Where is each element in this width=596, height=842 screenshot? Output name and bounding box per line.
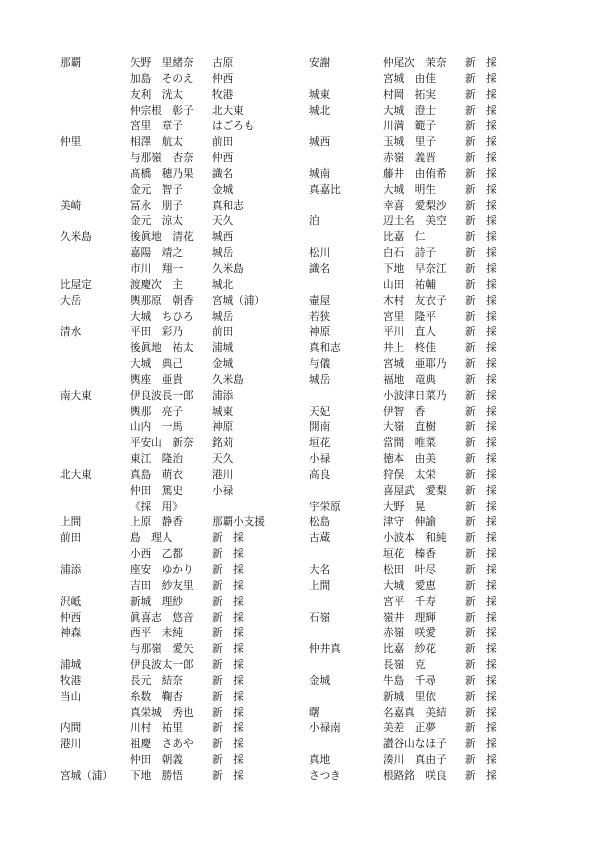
person-name: 大城 澄士	[383, 104, 436, 117]
previous-school: 新 採	[465, 326, 497, 339]
person-name: 島 理人	[130, 532, 173, 545]
previous-school: 新 採	[465, 754, 497, 767]
previous-school: 新 採	[465, 690, 497, 703]
person-name: 市川 翔一	[130, 262, 183, 275]
person-name: 伊良波太一郎	[130, 659, 194, 672]
person-name: 大嶺 直樹	[383, 421, 436, 434]
person-name: 牛島 千尋	[383, 674, 436, 687]
person-name: 加島 そのえ	[130, 72, 194, 85]
school-name: 浦添	[60, 564, 82, 576]
previous-school: 新 採	[465, 231, 497, 244]
person-name: 新城 理紗	[130, 595, 183, 608]
school-name: 北大東	[60, 468, 92, 481]
school-name: 那覇	[60, 57, 82, 69]
school-name: 与儀	[309, 358, 331, 371]
person-name: 祖慶 さあや	[130, 738, 194, 751]
person-name: 山内 一馬	[130, 421, 183, 434]
school-name: 古蔵	[309, 532, 331, 545]
previous-school: 銘苅	[212, 437, 234, 450]
school-name: 仲里	[60, 136, 82, 149]
previous-school: 新 採	[212, 738, 244, 751]
previous-school: 新 採	[465, 199, 497, 212]
person-name: 讃谷山なほ子	[383, 738, 447, 751]
previous-school: 新 採	[465, 262, 497, 275]
previous-school: 仲西	[212, 72, 234, 85]
school-name: 城西	[309, 136, 331, 149]
person-name: 《採 用》	[130, 500, 183, 513]
previous-school: 新 採	[465, 183, 497, 196]
previous-school: 新 採	[465, 627, 497, 640]
person-name: 西平 未純	[130, 627, 183, 640]
person-name: 嘉陽 靖之	[130, 247, 183, 260]
person-name: 川村 祐里	[130, 722, 183, 735]
previous-school: 城北	[212, 278, 234, 291]
previous-school: 新 採	[465, 706, 497, 719]
previous-school: 城岳	[212, 247, 234, 260]
school-name: 大岳	[60, 294, 82, 307]
school-name: 仲西	[60, 611, 82, 624]
person-name: 幸喜 愛梨沙	[383, 199, 447, 212]
school-name: 松川	[309, 247, 331, 260]
previous-school: 新 採	[465, 611, 497, 624]
person-name: 仲田 朝義	[130, 754, 183, 767]
school-name: 小禄南	[309, 722, 341, 735]
previous-school: 新 採	[212, 548, 244, 561]
person-name: 後眞地 清花	[130, 231, 194, 244]
school-name: 城南	[309, 167, 331, 180]
person-name: 新城 里依	[383, 690, 436, 703]
person-name: 玉城 里子	[383, 136, 436, 149]
previous-school: 新 採	[465, 516, 497, 529]
person-name: 大城 ちひろ	[130, 310, 194, 323]
school-name: 壷屋	[309, 294, 331, 307]
school-name: 南大東	[60, 389, 92, 402]
previous-school: 新 採	[465, 278, 497, 291]
person-name: 津守 伸諭	[383, 516, 436, 529]
previous-school: 新 採	[465, 72, 497, 85]
previous-school: 城西	[212, 231, 234, 244]
previous-school: 新 採	[212, 706, 244, 719]
previous-school: 新 採	[465, 769, 497, 782]
person-name: 糸数 鞠杏	[130, 690, 183, 703]
person-name: 長嶺 克	[383, 659, 426, 672]
school-name: 真嘉比	[309, 183, 341, 196]
school-name: 安謝	[309, 57, 331, 69]
previous-school: 新 採	[465, 643, 497, 656]
person-name: 長元 結奈	[130, 674, 183, 687]
person-name: 山田 祐輔	[383, 278, 436, 291]
previous-school: 新 採	[465, 247, 497, 260]
person-name: 宮城 由佳	[383, 72, 436, 85]
person-name: 宮里 章子	[130, 120, 183, 133]
school-name: 垣花	[309, 437, 331, 450]
school-name: 清水	[60, 326, 82, 339]
school-name: 若狭	[309, 310, 331, 323]
previous-school: 浦添	[212, 389, 234, 402]
previous-school: 北大東	[212, 104, 244, 117]
person-name: 平安山 新奈	[130, 437, 194, 450]
previous-school: 新 採	[465, 310, 497, 323]
school-name: 松島	[309, 516, 331, 529]
person-name: 垣花 榛香	[383, 548, 436, 561]
previous-school: 那覇小支援	[212, 516, 265, 529]
previous-school: 新 採	[465, 738, 497, 751]
previous-school: 新 採	[465, 484, 497, 497]
previous-school: 天久	[212, 453, 234, 466]
previous-school: 新 採	[465, 136, 497, 149]
previous-school: 新 採	[465, 389, 497, 402]
school-name: 石嶺	[309, 611, 331, 624]
previous-school: 新 採	[465, 579, 497, 592]
school-name: 天妃	[309, 405, 331, 418]
person-name: 宮城 亜耶乃	[383, 358, 447, 371]
previous-school: 小禄	[212, 484, 234, 497]
person-name: 赤嶺 義晋	[383, 152, 436, 165]
person-name: 根路銘 咲良	[383, 769, 447, 782]
previous-school: はごろも	[212, 120, 255, 133]
person-name: 矢野 里緒奈	[130, 57, 194, 69]
person-name: 輿座 亜貴	[130, 373, 183, 386]
person-name: 上原 静香	[130, 516, 183, 529]
school-name: 神原	[309, 326, 331, 339]
person-name: 座安 ゆかり	[130, 564, 194, 576]
previous-school: 新 採	[465, 548, 497, 561]
person-name: 友利 洸太	[130, 88, 183, 101]
person-name: 木村 友衣子	[383, 294, 447, 307]
previous-school: 新 採	[212, 532, 244, 545]
person-name: 宮里 隆平	[383, 310, 436, 323]
previous-school: 新 採	[465, 595, 497, 608]
previous-school: 新 採	[465, 57, 497, 69]
school-name: 神森	[60, 627, 82, 640]
person-name: 比嘉 仁	[383, 231, 426, 244]
previous-school: 新 採	[465, 88, 497, 101]
person-name: 東江 隆治	[130, 453, 183, 466]
person-name: 輿那原 朝香	[130, 294, 194, 307]
person-name: 金元 涼太	[130, 215, 183, 228]
person-name: 大城 明生	[383, 183, 436, 196]
school-name: 港川	[60, 738, 82, 751]
previous-school: 金城	[212, 358, 234, 371]
school-name: 牧港	[60, 674, 82, 687]
school-name: 城岳	[309, 373, 331, 386]
school-name: 前田	[60, 532, 82, 545]
previous-school: 新 採	[212, 595, 244, 608]
person-name: 大野 晃	[383, 500, 426, 513]
previous-school: 新 採	[212, 722, 244, 735]
person-name: 下地 早奈江	[383, 262, 447, 275]
person-name: 福地 竜典	[383, 373, 436, 386]
person-name: 平川 直人	[383, 326, 436, 339]
person-name: 仲尾次 茉奈	[383, 57, 447, 69]
person-name: 辺土名 美空	[383, 215, 447, 228]
person-name: 美差 正夢	[383, 722, 436, 735]
person-name: 宮平 千寿	[383, 595, 436, 608]
school-name: 真和志	[309, 342, 341, 355]
previous-school: 新 採	[465, 659, 497, 672]
person-name: 村岡 拓実	[383, 88, 436, 101]
previous-school: 新 採	[465, 342, 497, 355]
school-name: 上間	[60, 516, 82, 529]
person-name: 平田 彩乃	[130, 326, 183, 339]
previous-school: 城岳	[212, 310, 234, 323]
person-name: 相澤 航太	[130, 136, 183, 149]
person-name: 小波津日菜乃	[383, 389, 447, 402]
previous-school: 新 採	[465, 215, 497, 228]
previous-school: 金城	[212, 183, 234, 196]
person-name: 川満 範子	[383, 120, 436, 133]
person-name: 大城 典己	[130, 358, 183, 371]
person-name: 松田 叶尽	[383, 564, 436, 576]
previous-school: 新 採	[212, 611, 244, 624]
person-name: 名嘉真 美結	[383, 706, 447, 719]
previous-school: 新 採	[465, 152, 497, 165]
previous-school: 古原	[212, 57, 234, 69]
previous-school: 新 採	[212, 769, 244, 782]
school-name: 浦城	[60, 659, 82, 672]
previous-school: 久米島	[212, 373, 244, 386]
previous-school: 前田	[212, 136, 234, 149]
previous-school: 城東	[212, 405, 234, 418]
person-name: 真栄城 秀也	[130, 706, 194, 719]
previous-school: 港川	[212, 468, 234, 481]
previous-school: 宮城（浦）	[212, 294, 265, 307]
previous-school: 新 採	[465, 294, 497, 307]
person-name: 大城 愛恵	[383, 579, 436, 592]
previous-school: 新 採	[465, 500, 497, 513]
school-name: 比屋定	[60, 278, 92, 291]
previous-school: 新 採	[465, 120, 497, 133]
school-name: 内間	[60, 722, 82, 735]
person-name: 赤嶺 咲愛	[383, 627, 436, 640]
person-name: 伊智 香	[383, 405, 426, 418]
person-name: 嶺井 理輝	[383, 611, 436, 624]
school-name: 城北	[309, 104, 331, 117]
previous-school: 新 採	[212, 627, 244, 640]
school-name: 高良	[309, 468, 331, 481]
person-name: 小西 乙都	[130, 548, 183, 561]
person-name: 金元 智子	[130, 183, 183, 196]
person-name: 喜屋武 愛梨	[383, 484, 447, 497]
previous-school: 前田	[212, 326, 234, 339]
previous-school: 新 採	[212, 643, 244, 656]
school-name: 宮城（浦）	[60, 769, 113, 782]
previous-school: 新 採	[465, 674, 497, 687]
person-name: 冨永 朋子	[130, 199, 183, 212]
previous-school: 神原	[212, 421, 234, 434]
person-name: 後眞地 祐太	[130, 342, 194, 355]
person-name: 小波本 和純	[383, 532, 447, 545]
previous-school: 新 採	[465, 405, 497, 418]
previous-school: 識名	[212, 167, 234, 180]
previous-school: 新 採	[465, 373, 497, 386]
school-name: 美崎	[60, 199, 82, 212]
previous-school: 新 採	[465, 468, 497, 481]
person-name: 井上 柊佳	[383, 342, 436, 355]
person-name: 与那嶺 杏奈	[130, 152, 194, 165]
person-name: 伊良波長一郎	[130, 389, 194, 402]
person-name: 徳本 由美	[383, 453, 436, 466]
previous-school: 新 採	[465, 358, 497, 371]
school-name: 曙	[309, 706, 320, 719]
previous-school: 新 採	[212, 564, 244, 576]
previous-school: 新 採	[465, 564, 497, 576]
previous-school: 新 採	[465, 532, 497, 545]
previous-school: 新 採	[212, 690, 244, 703]
previous-school: 牧港	[212, 88, 234, 101]
person-name: 髙橋 穂乃果	[130, 167, 194, 180]
school-name: 開南	[309, 421, 331, 434]
person-name: 藤井 由侑希	[383, 167, 447, 180]
school-name: 大名	[309, 564, 331, 576]
person-name: 湊川 真由子	[383, 754, 447, 767]
school-name: 小禄	[309, 453, 331, 466]
school-name: 沢岻	[60, 595, 82, 608]
person-name: 真島 萌衣	[130, 468, 183, 481]
person-name: 仲田 篤史	[130, 484, 183, 497]
school-name: 識名	[309, 262, 331, 275]
school-name: さつき	[309, 769, 341, 782]
school-name: 金城	[309, 674, 331, 687]
person-name: 下地 勝悟	[130, 769, 183, 782]
previous-school: 仲西	[212, 152, 234, 165]
previous-school: 新 採	[465, 722, 497, 735]
previous-school: 新 採	[465, 453, 497, 466]
person-name: 輿那 亮子	[130, 405, 183, 418]
school-name: 真地	[309, 754, 331, 767]
school-name: 当山	[60, 690, 82, 703]
previous-school: 浦城	[212, 342, 234, 355]
person-name: 當間 唯菜	[383, 437, 436, 450]
previous-school: 新 採	[465, 437, 497, 450]
person-name: 与那嶺 愛矢	[130, 643, 194, 656]
previous-school: 新 採	[465, 167, 497, 180]
previous-school: 新 採	[465, 421, 497, 434]
previous-school: 新 採	[212, 754, 244, 767]
school-name: 仲井真	[309, 643, 341, 656]
previous-school: 新 採	[465, 104, 497, 117]
school-name: 上間	[309, 579, 331, 592]
previous-school: 久米島	[212, 262, 244, 275]
school-name: 宇栄原	[309, 500, 341, 513]
person-name: 仲宗根 彰子	[130, 104, 194, 117]
school-name: 泊	[309, 215, 320, 228]
previous-school: 新 採	[212, 579, 244, 592]
person-name: 狩俣 太栄	[383, 468, 436, 481]
school-name: 久米島	[60, 231, 92, 244]
previous-school: 天久	[212, 215, 234, 228]
person-name: 眞喜志 悠音	[130, 611, 194, 624]
previous-school: 新 採	[212, 674, 244, 687]
person-name: 白石 詩子	[383, 247, 436, 260]
person-name: 比嘉 紗花	[383, 643, 436, 656]
person-name: 吉田 紗友里	[130, 579, 194, 592]
previous-school: 真和志	[212, 199, 244, 212]
school-name: 城東	[309, 88, 331, 101]
person-name: 渡慶次 主	[130, 278, 183, 291]
previous-school: 新 採	[212, 659, 244, 672]
